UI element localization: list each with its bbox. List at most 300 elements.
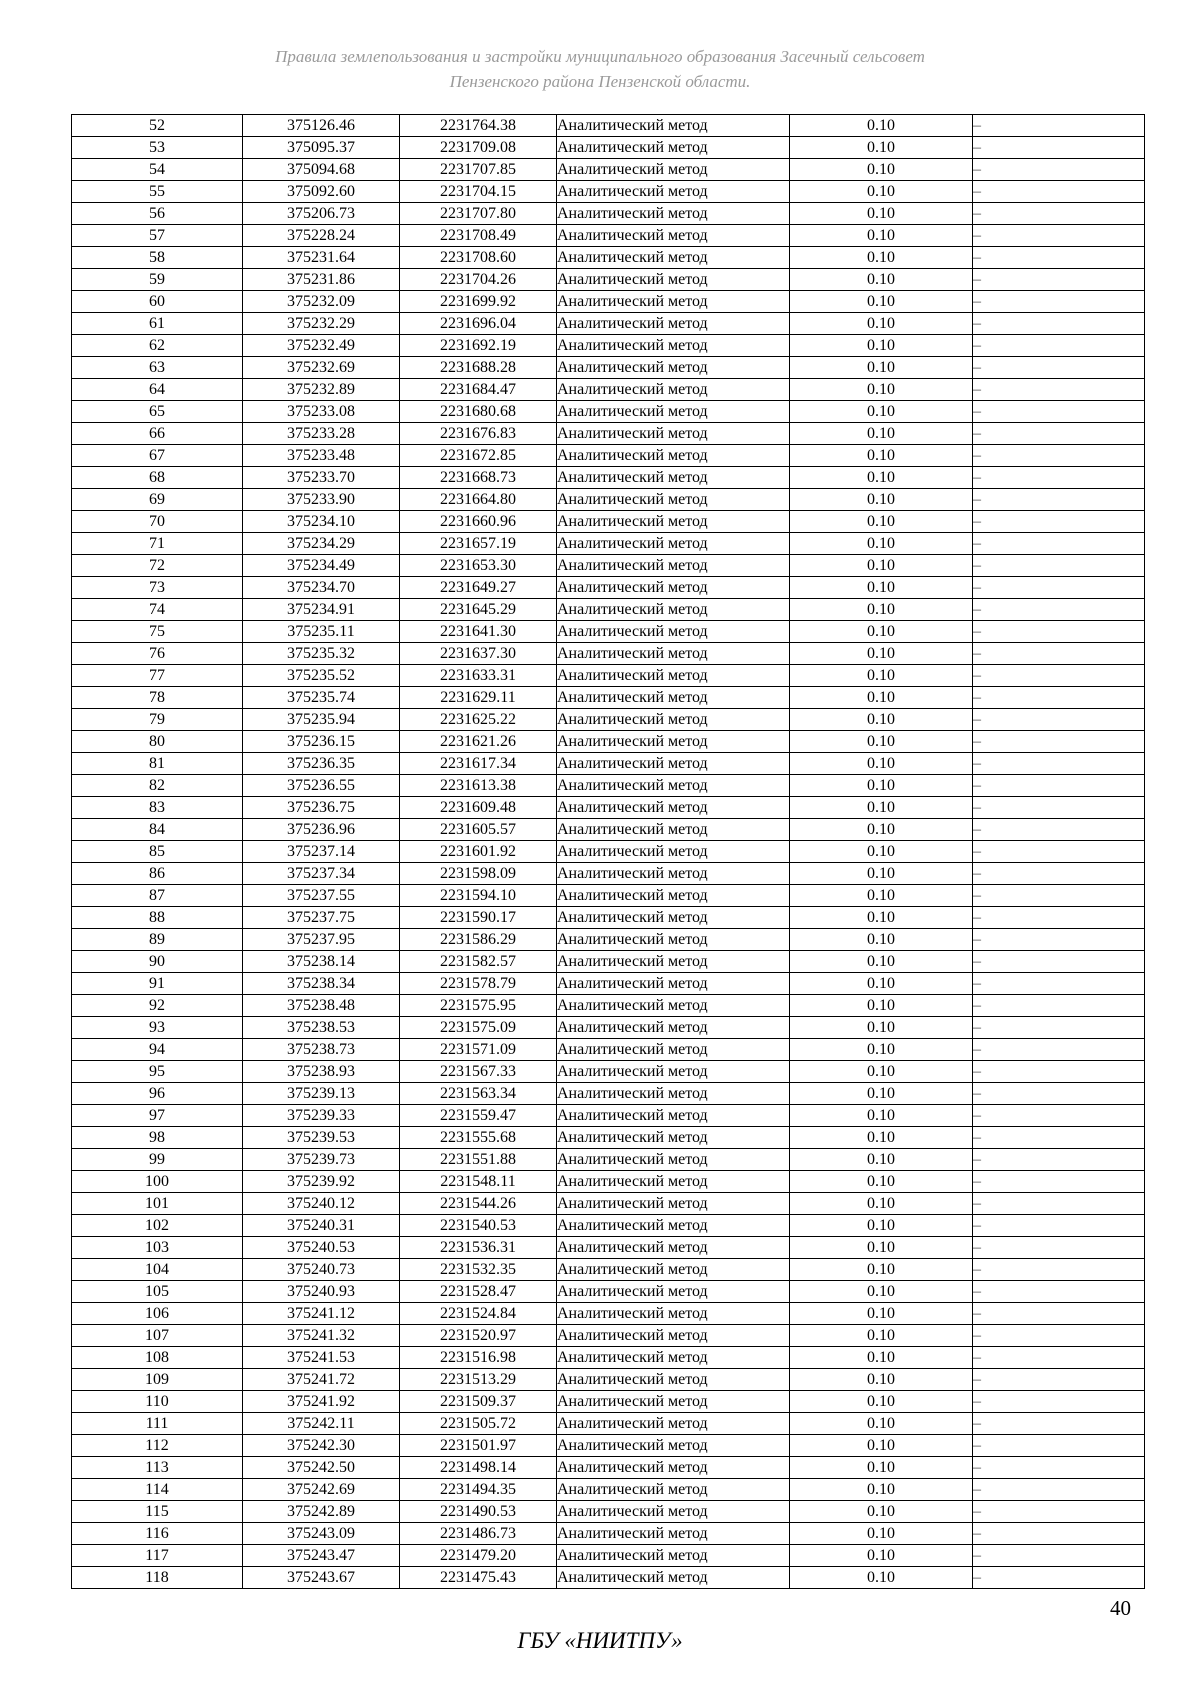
point-number-cell: 102 [72, 1215, 243, 1237]
table-row [72, 159, 1145, 181]
x-coordinate-cell: 375235.52 [243, 665, 400, 687]
table-row [72, 533, 1145, 555]
y-coordinate-cell: 2231708.60 [400, 247, 557, 269]
point-number-cell: 69 [72, 489, 243, 511]
note-cell: – [973, 379, 1145, 401]
note-cell: – [973, 445, 1145, 467]
method-cell: Аналитический метод [557, 533, 790, 555]
note-cell: – [973, 137, 1145, 159]
y-coordinate-cell: 2231594.10 [400, 885, 557, 907]
x-coordinate-cell: 375238.48 [243, 995, 400, 1017]
accuracy-cell: 0.10 [790, 599, 973, 621]
table-row [72, 1347, 1145, 1369]
method-cell: Аналитический метод [557, 1259, 790, 1281]
accuracy-cell: 0.10 [790, 1347, 973, 1369]
accuracy-cell: 0.10 [790, 1127, 973, 1149]
table-row [72, 203, 1145, 225]
table-row [72, 555, 1145, 577]
method-cell: Аналитический метод [557, 511, 790, 533]
x-coordinate-cell: 375242.30 [243, 1435, 400, 1457]
point-number-cell: 78 [72, 687, 243, 709]
accuracy-cell: 0.10 [790, 1325, 973, 1347]
table-row [72, 1083, 1145, 1105]
x-coordinate-cell: 375234.10 [243, 511, 400, 533]
table-row [72, 643, 1145, 665]
point-number-cell: 118 [72, 1567, 243, 1589]
method-cell: Аналитический метод [557, 1215, 790, 1237]
y-coordinate-cell: 2231498.14 [400, 1457, 557, 1479]
y-coordinate-cell: 2231704.26 [400, 269, 557, 291]
point-number-cell: 64 [72, 379, 243, 401]
y-coordinate-cell: 2231629.11 [400, 687, 557, 709]
method-cell: Аналитический метод [557, 665, 790, 687]
note-cell: – [973, 907, 1145, 929]
y-coordinate-cell: 2231668.73 [400, 467, 557, 489]
method-cell: Аналитический метод [557, 1347, 790, 1369]
method-cell: Аналитический метод [557, 1237, 790, 1259]
method-cell: Аналитический метод [557, 379, 790, 401]
method-cell: Аналитический метод [557, 1303, 790, 1325]
note-cell: – [973, 1171, 1145, 1193]
x-coordinate-cell: 375206.73 [243, 203, 400, 225]
y-coordinate-cell: 2231692.19 [400, 335, 557, 357]
note-cell: – [973, 1149, 1145, 1171]
method-cell: Аналитический метод [557, 753, 790, 775]
point-number-cell: 59 [72, 269, 243, 291]
note-cell: – [973, 1281, 1145, 1303]
method-cell: Аналитический метод [557, 291, 790, 313]
note-cell: – [973, 1127, 1145, 1149]
point-number-cell: 95 [72, 1061, 243, 1083]
y-coordinate-cell: 2231555.68 [400, 1127, 557, 1149]
note-cell: – [973, 929, 1145, 951]
y-coordinate-cell: 2231680.68 [400, 401, 557, 423]
note-cell: – [973, 621, 1145, 643]
note-cell: – [973, 797, 1145, 819]
table-row [72, 753, 1145, 775]
method-cell: Аналитический метод [557, 335, 790, 357]
coordinates-table [71, 114, 1145, 1589]
accuracy-cell: 0.10 [790, 489, 973, 511]
table-row [72, 1369, 1145, 1391]
method-cell: Аналитический метод [557, 1127, 790, 1149]
note-cell: – [973, 467, 1145, 489]
method-cell: Аналитический метод [557, 225, 790, 247]
method-cell: Аналитический метод [557, 1061, 790, 1083]
point-number-cell: 75 [72, 621, 243, 643]
y-coordinate-cell: 2231657.19 [400, 533, 557, 555]
note-cell: – [973, 1325, 1145, 1347]
point-number-cell: 106 [72, 1303, 243, 1325]
point-number-cell: 100 [72, 1171, 243, 1193]
note-cell: – [973, 709, 1145, 731]
x-coordinate-cell: 375237.14 [243, 841, 400, 863]
y-coordinate-cell: 2231513.29 [400, 1369, 557, 1391]
point-number-cell: 58 [72, 247, 243, 269]
x-coordinate-cell: 375235.74 [243, 687, 400, 709]
note-cell: – [973, 731, 1145, 753]
note-cell: – [973, 1501, 1145, 1523]
x-coordinate-cell: 375228.24 [243, 225, 400, 247]
y-coordinate-cell: 2231475.43 [400, 1567, 557, 1589]
accuracy-cell: 0.10 [790, 841, 973, 863]
point-number-cell: 88 [72, 907, 243, 929]
x-coordinate-cell: 375238.34 [243, 973, 400, 995]
y-coordinate-cell: 2231551.88 [400, 1149, 557, 1171]
note-cell: – [973, 555, 1145, 577]
method-cell: Аналитический метод [557, 269, 790, 291]
table-row [72, 995, 1145, 1017]
point-number-cell: 110 [72, 1391, 243, 1413]
point-number-cell: 105 [72, 1281, 243, 1303]
accuracy-cell: 0.10 [790, 1457, 973, 1479]
accuracy-cell: 0.10 [790, 1061, 973, 1083]
accuracy-cell: 0.10 [790, 819, 973, 841]
accuracy-cell: 0.10 [790, 511, 973, 533]
note-cell: – [973, 269, 1145, 291]
note-cell: – [973, 181, 1145, 203]
accuracy-cell: 0.10 [790, 1193, 973, 1215]
point-number-cell: 108 [72, 1347, 243, 1369]
method-cell: Аналитический метод [557, 1523, 790, 1545]
y-coordinate-cell: 2231540.53 [400, 1215, 557, 1237]
y-coordinate-cell: 2231509.37 [400, 1391, 557, 1413]
y-coordinate-cell: 2231567.33 [400, 1061, 557, 1083]
x-coordinate-cell: 375234.91 [243, 599, 400, 621]
y-coordinate-cell: 2231486.73 [400, 1523, 557, 1545]
table-row [72, 621, 1145, 643]
note-cell: – [973, 357, 1145, 379]
x-coordinate-cell: 375232.89 [243, 379, 400, 401]
method-cell: Аналитический метод [557, 1281, 790, 1303]
coordinates-table-body [72, 115, 1145, 1589]
accuracy-cell: 0.10 [790, 533, 973, 555]
accuracy-cell: 0.10 [790, 731, 973, 753]
table-row [72, 1039, 1145, 1061]
table-row [72, 885, 1145, 907]
accuracy-cell: 0.10 [790, 621, 973, 643]
method-cell: Аналитический метод [557, 1479, 790, 1501]
header-line-1: Правила землепользования и застройки муниципального образования Засечный сельсовет [275, 47, 925, 66]
note-cell: – [973, 1369, 1145, 1391]
x-coordinate-cell: 375238.14 [243, 951, 400, 973]
method-cell: Аналитический метод [557, 995, 790, 1017]
x-coordinate-cell: 375239.53 [243, 1127, 400, 1149]
accuracy-cell: 0.10 [790, 445, 973, 467]
y-coordinate-cell: 2231559.47 [400, 1105, 557, 1127]
table-row [72, 1391, 1145, 1413]
accuracy-cell: 0.10 [790, 1215, 973, 1237]
table-row [72, 379, 1145, 401]
note-cell: – [973, 1567, 1145, 1589]
x-coordinate-cell: 375236.75 [243, 797, 400, 819]
x-coordinate-cell: 375234.49 [243, 555, 400, 577]
table-row [72, 1325, 1145, 1347]
point-number-cell: 54 [72, 159, 243, 181]
y-coordinate-cell: 2231501.97 [400, 1435, 557, 1457]
accuracy-cell: 0.10 [790, 379, 973, 401]
note-cell: – [973, 643, 1145, 665]
x-coordinate-cell: 375241.92 [243, 1391, 400, 1413]
x-coordinate-cell: 375239.33 [243, 1105, 400, 1127]
x-coordinate-cell: 375235.32 [243, 643, 400, 665]
accuracy-cell: 0.10 [790, 467, 973, 489]
table-row [72, 401, 1145, 423]
point-number-cell: 65 [72, 401, 243, 423]
x-coordinate-cell: 375241.12 [243, 1303, 400, 1325]
note-cell: – [973, 401, 1145, 423]
method-cell: Аналитический метод [557, 973, 790, 995]
method-cell: Аналитический метод [557, 203, 790, 225]
y-coordinate-cell: 2231563.34 [400, 1083, 557, 1105]
table-row [72, 115, 1145, 137]
x-coordinate-cell: 375231.86 [243, 269, 400, 291]
accuracy-cell: 0.10 [790, 1369, 973, 1391]
table-row [72, 907, 1145, 929]
accuracy-cell: 0.10 [790, 753, 973, 775]
accuracy-cell: 0.10 [790, 929, 973, 951]
y-coordinate-cell: 2231601.92 [400, 841, 557, 863]
note-cell: – [973, 225, 1145, 247]
point-number-cell: 117 [72, 1545, 243, 1567]
y-coordinate-cell: 2231637.30 [400, 643, 557, 665]
x-coordinate-cell: 375243.47 [243, 1545, 400, 1567]
x-coordinate-cell: 375237.34 [243, 863, 400, 885]
method-cell: Аналитический метод [557, 1083, 790, 1105]
note-cell: – [973, 1259, 1145, 1281]
table-row [72, 863, 1145, 885]
x-coordinate-cell: 375240.31 [243, 1215, 400, 1237]
note-cell: – [973, 1523, 1145, 1545]
x-coordinate-cell: 375233.28 [243, 423, 400, 445]
point-number-cell: 53 [72, 137, 243, 159]
page-footer: ГБУ «НИИТПУ» [517, 1628, 683, 1653]
y-coordinate-cell: 2231605.57 [400, 819, 557, 841]
method-cell: Аналитический метод [557, 1039, 790, 1061]
accuracy-cell: 0.10 [790, 1149, 973, 1171]
x-coordinate-cell: 375238.93 [243, 1061, 400, 1083]
y-coordinate-cell: 2231536.31 [400, 1237, 557, 1259]
x-coordinate-cell: 375237.55 [243, 885, 400, 907]
point-number-cell: 87 [72, 885, 243, 907]
x-coordinate-cell: 375243.09 [243, 1523, 400, 1545]
x-coordinate-cell: 375242.89 [243, 1501, 400, 1523]
accuracy-cell: 0.10 [790, 1259, 973, 1281]
note-cell: – [973, 1083, 1145, 1105]
accuracy-cell: 0.10 [790, 313, 973, 335]
table-row [72, 1501, 1145, 1523]
accuracy-cell: 0.10 [790, 797, 973, 819]
accuracy-cell: 0.10 [790, 225, 973, 247]
table-row [72, 709, 1145, 731]
method-cell: Аналитический метод [557, 1149, 790, 1171]
table-row [72, 269, 1145, 291]
x-coordinate-cell: 375232.49 [243, 335, 400, 357]
x-coordinate-cell: 375233.70 [243, 467, 400, 489]
accuracy-cell: 0.10 [790, 1017, 973, 1039]
point-number-cell: 99 [72, 1149, 243, 1171]
y-coordinate-cell: 2231613.38 [400, 775, 557, 797]
y-coordinate-cell: 2231528.47 [400, 1281, 557, 1303]
x-coordinate-cell: 375233.90 [243, 489, 400, 511]
point-number-cell: 107 [72, 1325, 243, 1347]
y-coordinate-cell: 2231645.29 [400, 599, 557, 621]
accuracy-cell: 0.10 [790, 269, 973, 291]
table-row [72, 1149, 1145, 1171]
method-cell: Аналитический метод [557, 1501, 790, 1523]
y-coordinate-cell: 2231544.26 [400, 1193, 557, 1215]
note-cell: – [973, 1039, 1145, 1061]
y-coordinate-cell: 2231653.30 [400, 555, 557, 577]
point-number-cell: 52 [72, 115, 243, 137]
y-coordinate-cell: 2231684.47 [400, 379, 557, 401]
point-number-cell: 79 [72, 709, 243, 731]
table-row [72, 1127, 1145, 1149]
point-number-cell: 90 [72, 951, 243, 973]
accuracy-cell: 0.10 [790, 555, 973, 577]
point-number-cell: 104 [72, 1259, 243, 1281]
note-cell: – [973, 1413, 1145, 1435]
y-coordinate-cell: 2231575.09 [400, 1017, 557, 1039]
accuracy-cell: 0.10 [790, 335, 973, 357]
table-row [72, 1457, 1145, 1479]
note-cell: – [973, 489, 1145, 511]
method-cell: Аналитический метод [557, 929, 790, 951]
accuracy-cell: 0.10 [790, 159, 973, 181]
point-number-cell: 67 [72, 445, 243, 467]
table-row [72, 775, 1145, 797]
accuracy-cell: 0.10 [790, 1479, 973, 1501]
y-coordinate-cell: 2231578.79 [400, 973, 557, 995]
x-coordinate-cell: 375237.95 [243, 929, 400, 951]
x-coordinate-cell: 375240.12 [243, 1193, 400, 1215]
table-row [72, 577, 1145, 599]
accuracy-cell: 0.10 [790, 885, 973, 907]
accuracy-cell: 0.10 [790, 1303, 973, 1325]
method-cell: Аналитический метод [557, 643, 790, 665]
note-cell: – [973, 203, 1145, 225]
x-coordinate-cell: 375232.09 [243, 291, 400, 313]
method-cell: Аналитический метод [557, 1171, 790, 1193]
y-coordinate-cell: 2231641.30 [400, 621, 557, 643]
method-cell: Аналитический метод [557, 1435, 790, 1457]
y-coordinate-cell: 2231586.29 [400, 929, 557, 951]
accuracy-cell: 0.10 [790, 951, 973, 973]
method-cell: Аналитический метод [557, 1105, 790, 1127]
accuracy-cell: 0.10 [790, 181, 973, 203]
accuracy-cell: 0.10 [790, 1237, 973, 1259]
note-cell: – [973, 665, 1145, 687]
table-row [72, 489, 1145, 511]
method-cell: Аналитический метод [557, 621, 790, 643]
table-row [72, 445, 1145, 467]
method-cell: Аналитический метод [557, 467, 790, 489]
table-row [72, 225, 1145, 247]
method-cell: Аналитический метод [557, 489, 790, 511]
x-coordinate-cell: 375242.11 [243, 1413, 400, 1435]
method-cell: Аналитический метод [557, 577, 790, 599]
x-coordinate-cell: 375236.15 [243, 731, 400, 753]
method-cell: Аналитический метод [557, 709, 790, 731]
point-number-cell: 116 [72, 1523, 243, 1545]
accuracy-cell: 0.10 [790, 423, 973, 445]
method-cell: Аналитический метод [557, 1369, 790, 1391]
table-row [72, 1479, 1145, 1501]
point-number-cell: 98 [72, 1127, 243, 1149]
method-cell: Аналитический метод [557, 1325, 790, 1347]
accuracy-cell: 0.10 [790, 775, 973, 797]
y-coordinate-cell: 2231575.95 [400, 995, 557, 1017]
x-coordinate-cell: 375231.64 [243, 247, 400, 269]
running-header [0, 44, 1200, 94]
table-row [72, 357, 1145, 379]
note-cell: – [973, 1303, 1145, 1325]
table-row [72, 1061, 1145, 1083]
note-cell: – [973, 335, 1145, 357]
y-coordinate-cell: 2231617.34 [400, 753, 557, 775]
note-cell: – [973, 1435, 1145, 1457]
method-cell: Аналитический метод [557, 775, 790, 797]
table-row [72, 1303, 1145, 1325]
note-cell: – [973, 973, 1145, 995]
table-row [72, 687, 1145, 709]
point-number-cell: 91 [72, 973, 243, 995]
y-coordinate-cell: 2231625.22 [400, 709, 557, 731]
note-cell: – [973, 423, 1145, 445]
y-coordinate-cell: 2231764.38 [400, 115, 557, 137]
y-coordinate-cell: 2231582.57 [400, 951, 557, 973]
note-cell: – [973, 1193, 1145, 1215]
accuracy-cell: 0.10 [790, 1171, 973, 1193]
table-row [72, 973, 1145, 995]
point-number-cell: 112 [72, 1435, 243, 1457]
x-coordinate-cell: 375240.53 [243, 1237, 400, 1259]
y-coordinate-cell: 2231696.04 [400, 313, 557, 335]
method-cell: Аналитический метод [557, 357, 790, 379]
y-coordinate-cell: 2231707.85 [400, 159, 557, 181]
x-coordinate-cell: 375092.60 [243, 181, 400, 203]
y-coordinate-cell: 2231490.53 [400, 1501, 557, 1523]
y-coordinate-cell: 2231505.72 [400, 1413, 557, 1435]
method-cell: Аналитический метод [557, 1567, 790, 1589]
point-number-cell: 77 [72, 665, 243, 687]
y-coordinate-cell: 2231709.08 [400, 137, 557, 159]
note-cell: – [973, 1391, 1145, 1413]
table-row [72, 1435, 1145, 1457]
table-row [72, 313, 1145, 335]
method-cell: Аналитический метод [557, 1545, 790, 1567]
accuracy-cell: 0.10 [790, 973, 973, 995]
y-coordinate-cell: 2231520.97 [400, 1325, 557, 1347]
method-cell: Аналитический метод [557, 951, 790, 973]
point-number-cell: 81 [72, 753, 243, 775]
method-cell: Аналитический метод [557, 115, 790, 137]
point-number-cell: 96 [72, 1083, 243, 1105]
table-row [72, 511, 1145, 533]
point-number-cell: 83 [72, 797, 243, 819]
point-number-cell: 57 [72, 225, 243, 247]
note-cell: – [973, 1061, 1145, 1083]
point-number-cell: 61 [72, 313, 243, 335]
accuracy-cell: 0.10 [790, 1105, 973, 1127]
point-number-cell: 74 [72, 599, 243, 621]
point-number-cell: 63 [72, 357, 243, 379]
note-cell: – [973, 533, 1145, 555]
point-number-cell: 103 [72, 1237, 243, 1259]
table-row [72, 731, 1145, 753]
point-number-cell: 82 [72, 775, 243, 797]
accuracy-cell: 0.10 [790, 401, 973, 423]
